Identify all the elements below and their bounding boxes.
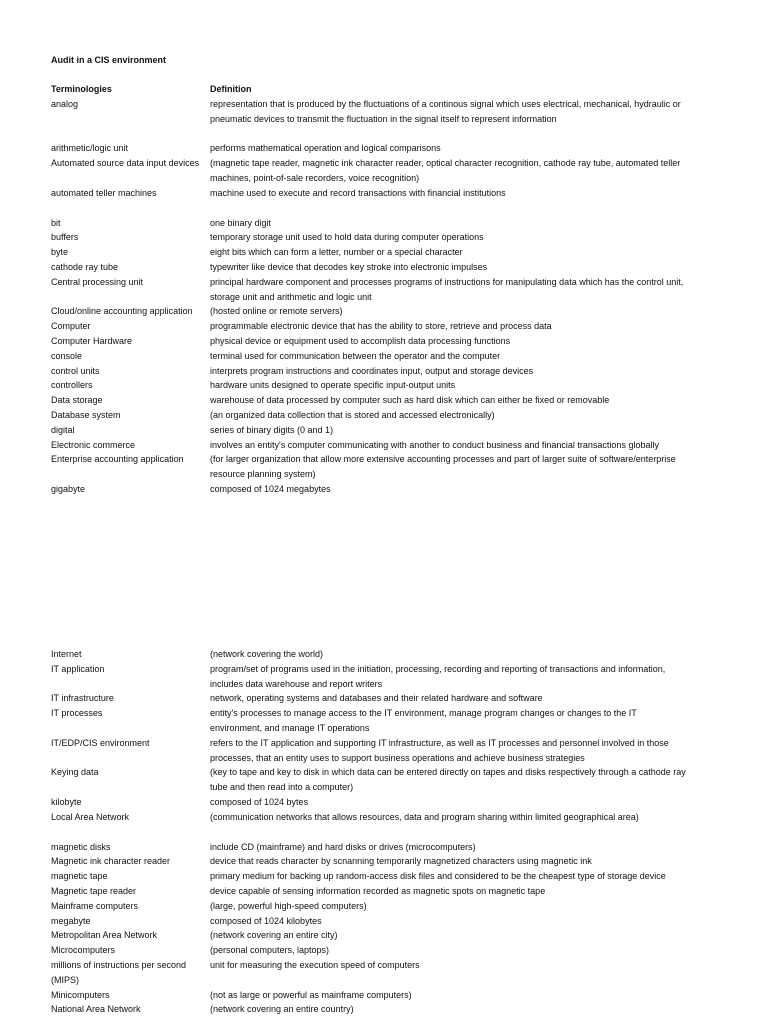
glossary-row — [51, 393, 691, 408]
term-cell: Magnetic ink character reader — [51, 856, 171, 867]
term-cell: Computer — [51, 321, 91, 332]
glossary-row — [51, 988, 691, 1003]
glossary-row — [51, 662, 691, 692]
definition-cell: (an organized data collection that is stored and accessed electronically) — [210, 409, 495, 420]
definition-cell: one binary digit — [210, 217, 272, 228]
definition-cell: unit for measuring the execution speed of computers — [210, 959, 420, 970]
definition-cell: (hosted online or remote servers) — [210, 306, 343, 317]
glossary-row — [51, 736, 691, 766]
definition-cell: representation that is produced by the fluctuations of a continous signal which uses electrical, mechanical, hydraulic or pneumatic devices to transmit the fluctuation in the signal itself to represent information — [210, 98, 681, 124]
definition-cell: typewriter like device that decodes key stroke into electronic impulses — [210, 261, 488, 272]
definition-cell: (communication networks that allows resources, data and program sharing within limited geographical area) — [210, 811, 639, 822]
term-cell: gigabyte — [51, 483, 86, 494]
definition-cell: include CD (mainframe) and hard disks or drives (microcomputers) — [210, 841, 476, 852]
term-cell: National Area Network — [51, 1004, 141, 1015]
table-header — [51, 82, 691, 97]
glossary-row — [51, 943, 691, 958]
glossary-row — [51, 1002, 691, 1017]
glossary-row — [51, 364, 691, 379]
term-cell: millions of instructions per second (MIPS) — [51, 959, 187, 985]
glossary-row — [51, 482, 691, 497]
definition-cell: eight bits which can form a letter, number or a special character — [210, 247, 463, 258]
term-cell: control units — [51, 365, 100, 376]
glossary-row — [51, 914, 691, 929]
definition-cell: interprets program instructions and coordinates input, output and storage devices — [210, 365, 534, 376]
term-cell: arithmetic/logic unit — [51, 143, 129, 154]
glossary-row — [51, 869, 691, 884]
spacer — [51, 825, 691, 840]
definition-cell: series of binary digits (0 and 1) — [210, 424, 334, 435]
definition-cell: machine used to execute and record transactions with financial institutions — [210, 187, 506, 198]
definition-cell: program/set of programs used in the initiation, processing, recording and reporting of transactions and information, includes data warehouse and report writers — [210, 663, 666, 689]
glossary-row — [51, 275, 691, 305]
term-cell: byte — [51, 247, 69, 258]
glossary-row — [51, 884, 691, 899]
glossary-row — [51, 378, 691, 393]
term-cell: IT application — [51, 663, 105, 674]
glossary-section-1 — [51, 82, 691, 497]
glossary-row — [51, 408, 691, 423]
glossary-row — [51, 230, 691, 245]
term-cell: console — [51, 350, 83, 361]
glossary-row — [51, 141, 691, 156]
glossary-row — [51, 423, 691, 438]
glossary-row — [51, 691, 691, 706]
definition-cell: (network covering an entire city) — [210, 930, 338, 941]
definition-cell: (network covering an entire country) — [210, 1004, 354, 1015]
term-cell: controllers — [51, 380, 93, 391]
definition-cell: (key to tape and key to disk in which data can be entered directly on tapes and disks respectively through a cathode ray tube and then read into a computer) — [210, 767, 686, 793]
definition-cell: hardware units designed to operate specific input-output units — [210, 380, 456, 391]
glossary-row — [51, 765, 691, 795]
glossary-row — [51, 319, 691, 334]
term-cell: IT/EDP/CIS environment — [51, 737, 150, 748]
term-cell: magnetic disks — [51, 841, 111, 852]
glossary-row — [51, 438, 691, 453]
definition-cell: performs mathematical operation and logical comparisons — [210, 143, 441, 154]
term-cell: analog — [51, 98, 79, 109]
glossary-row — [51, 958, 691, 988]
glossary-row — [51, 260, 691, 275]
glossary-row — [51, 899, 691, 914]
term-cell: Database system — [51, 409, 121, 420]
term-cell: buffers — [51, 232, 79, 243]
definition-cell: primary medium for backing up random-access disk files and considered to be the cheapest type of storage device — [210, 871, 666, 882]
term-cell: Electronic commerce — [51, 439, 136, 450]
term-cell: Microcomputers — [51, 945, 116, 956]
term-cell: Enterprise accounting application — [51, 454, 184, 465]
definition-cell: (not as large or powerful as mainframe computers) — [210, 989, 412, 1000]
definition-cell: network, operating systems and databases and their related hardware and software — [210, 693, 543, 704]
term-cell: IT infrastructure — [51, 693, 114, 704]
definition-cell: (large, powerful high-speed computers) — [210, 900, 367, 911]
term-cell: Automated source data input devices — [51, 158, 200, 169]
glossary-row — [51, 97, 691, 127]
definition-cell: temporary storage unit used to hold data during computer operations — [210, 232, 484, 243]
definition-cell: physical device or equipment used to accomplish data processing functions — [210, 335, 511, 346]
glossary-row — [51, 156, 691, 186]
term-cell: Minicomputers — [51, 989, 110, 1000]
glossary-row — [51, 186, 691, 201]
term-cell: bit — [51, 217, 61, 228]
definition-cell: refers to the IT application and supporting IT infrastructure, as well as IT processes and personnel involved in those processes, that an entity uses to support business operations and achieve business strategies — [210, 737, 669, 763]
definition-cell: (network covering the world) — [210, 649, 324, 659]
term-cell: automated teller machines — [51, 187, 157, 198]
glossary-row — [51, 854, 691, 869]
term-cell: Metropolitan Area Network — [51, 930, 158, 941]
glossary-row — [51, 245, 691, 260]
spacer — [51, 201, 691, 216]
definition-cell: entity's processes to manage access to the IT environment, manage program changes or changes to the IT environment, and manage IT operations — [210, 708, 637, 733]
glossary-row — [51, 647, 691, 662]
term-cell: Computer Hardware — [51, 335, 133, 346]
glossary-row — [51, 304, 691, 319]
glossary-row — [51, 810, 691, 825]
definition-cell: programmable electronic device that has the ability to store, retrieve and process data — [210, 321, 552, 332]
definition-cell: principal hardware component and processes programs of instructions for manipulating data which has the control unit, storage unit and arithmetic and logic unit — [210, 276, 684, 302]
term-cell: kilobyte — [51, 796, 82, 807]
glossary-row — [51, 795, 691, 810]
glossary-row — [51, 928, 691, 943]
definition-cell: composed of 1024 kilobytes — [210, 915, 322, 926]
definition-cell: (personal computers, laptops) — [210, 945, 330, 956]
glossary-row — [51, 349, 691, 364]
term-cell: Internet — [51, 649, 82, 659]
term-cell: Mainframe computers — [51, 900, 139, 911]
term-cell: Keying data — [51, 767, 99, 778]
definition-cell: (for larger organization that allow more extensive accounting processes and part of larger suite of software/enterprise resource planning system) — [210, 454, 676, 480]
page-title: Audit in a CIS environment — [51, 55, 167, 65]
glossary-row — [51, 840, 691, 855]
term-column-header: Terminologies — [51, 84, 112, 94]
definition-cell: (magnetic tape reader, magnetic ink character reader, optical character recognition, cathode ray tube, automated teller machines, point-of-sale recorders, voice recognition) — [210, 158, 681, 183]
definition-cell: composed of 1024 bytes — [210, 796, 309, 807]
definition-cell: involves an entity's computer communicating with another to conduct business and financial transactions globally — [210, 439, 659, 450]
term-cell: digital — [51, 424, 75, 435]
glossary-row — [51, 334, 691, 349]
term-cell: IT processes — [51, 708, 103, 719]
glossary-row — [51, 216, 691, 231]
term-cell: Data storage — [51, 395, 103, 406]
definition-column-header: Definition — [210, 84, 252, 94]
definition-cell: device capable of sensing information recorded as magnetic spots on magnetic tape — [210, 885, 546, 896]
term-cell: cathode ray tube — [51, 261, 119, 272]
term-cell: magnetic tape — [51, 871, 108, 882]
glossary-section-2 — [51, 647, 691, 1017]
definition-cell: device that reads character by scnanning temporarily magnetized characters using magnetic ink — [210, 856, 592, 867]
term-cell: Magnetic tape reader — [51, 885, 137, 896]
term-cell: Cloud/online accounting application — [51, 306, 193, 317]
definition-cell: composed of 1024 megabytes — [210, 483, 331, 494]
spacer — [51, 126, 691, 141]
definition-cell: warehouse of data processed by computer such as hard disk which can either be fixed or removable — [210, 395, 610, 406]
term-cell: megabyte — [51, 915, 91, 926]
term-cell: Local Area Network — [51, 811, 130, 822]
glossary-row — [51, 452, 691, 482]
term-cell: Central processing unit — [51, 276, 144, 287]
glossary-row — [51, 706, 691, 736]
definition-cell: terminal used for communication between the operator and the computer — [210, 350, 501, 361]
